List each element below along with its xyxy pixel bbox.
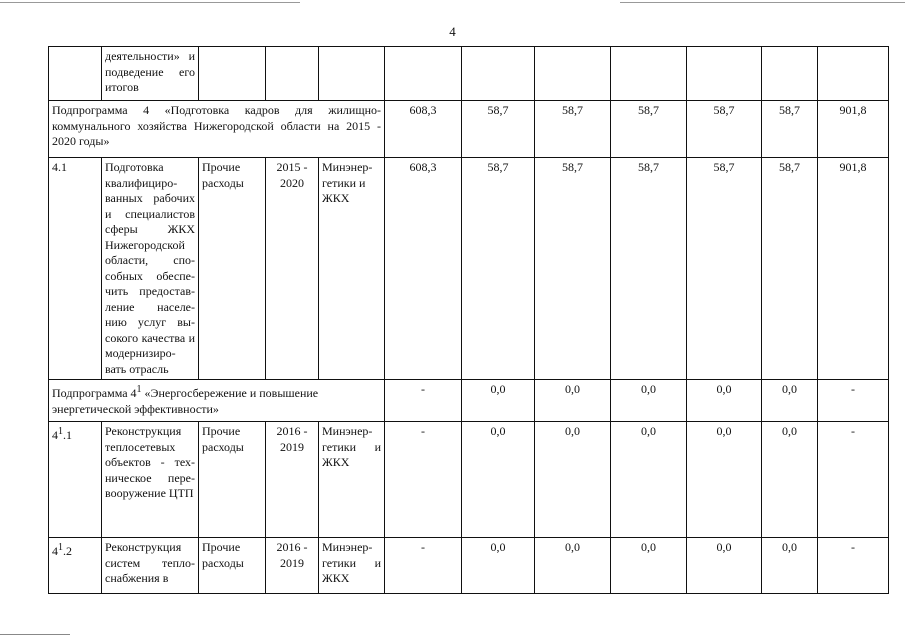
- cell-period: [266, 47, 319, 101]
- cell-value: [687, 47, 762, 101]
- cell-value: 901,8: [818, 158, 889, 380]
- code-base: 4: [52, 544, 58, 558]
- cell-value: 58,7: [535, 101, 611, 158]
- cell-value: 58,7: [611, 158, 687, 380]
- cell-executor: Минэнер-гетики и ЖКХ: [319, 538, 385, 594]
- cell-value: -: [818, 380, 889, 422]
- cell-executor: Минэнер-гетики и ЖКХ: [319, 422, 385, 538]
- cell-value: [462, 47, 535, 101]
- top-scan-rule-right: [620, 2, 905, 3]
- table-row-item: [49, 422, 889, 538]
- table-row-subprogram: [49, 101, 889, 158]
- cell-value: 58,7: [762, 101, 818, 158]
- cell-value: 0,0: [687, 422, 762, 538]
- cell-value: 608,3: [385, 101, 462, 158]
- cell-value: 0,0: [687, 380, 762, 422]
- cell-value: 58,7: [462, 158, 535, 380]
- table-row-continuation: [49, 47, 889, 101]
- cell-value: 0,0: [611, 538, 687, 594]
- cell-value: 0,0: [611, 380, 687, 422]
- code-superscript: 1: [58, 426, 63, 437]
- bottom-scan-rule-left: [0, 634, 70, 635]
- cell-value: [611, 47, 687, 101]
- cell-value: 608,3: [385, 158, 462, 380]
- cell-value: 58,7: [762, 158, 818, 380]
- subprogram-title-rest: «Энергосбережение и повышение энергетической эффективности»: [52, 386, 319, 416]
- cell-measure-name: Реконструкция систем тепло-снабжения в: [102, 538, 199, 594]
- cell-value: 58,7: [611, 101, 687, 158]
- subprogram-title: Подпрограмма 4 «Подготовка кадров для жилищно-коммунального хозяйства Нижегородской области на 2015 - 2020 годы»: [49, 101, 385, 158]
- cell-executor: [319, 47, 385, 101]
- cell-value: -: [818, 422, 889, 538]
- cell-value: 0,0: [535, 538, 611, 594]
- code-superscript: 1: [58, 542, 63, 553]
- cell-value: 0,0: [762, 380, 818, 422]
- cell-code: 4.1: [49, 158, 102, 380]
- cell-value: [385, 47, 462, 101]
- cell-value: -: [385, 422, 462, 538]
- cell-value: 0,0: [462, 380, 535, 422]
- cell-period: 2016 - 2019: [266, 422, 319, 538]
- cell-value: 0,0: [762, 538, 818, 594]
- cell-value: -: [818, 538, 889, 594]
- cell-value: [818, 47, 889, 101]
- cell-value: 58,7: [535, 158, 611, 380]
- cell-value: 0,0: [535, 380, 611, 422]
- cell-code: [49, 422, 102, 538]
- cell-period: 2015 - 2020: [266, 158, 319, 380]
- cell-expense-type: [199, 47, 266, 101]
- cell-value: [762, 47, 818, 101]
- budget-table: [48, 46, 889, 594]
- cell-measure-name: Подготовка квалифициро-ванных рабочих и специалистов сферы ЖКХ Нижегородской области, спо-собных обеспе-чить предостав-ление населе-нию услуг вы-сокого качества и модернизиро-вать отрасль: [102, 158, 199, 380]
- subprogram-title-main: Подпрограмма 4: [52, 386, 137, 400]
- cell-measure-name: Реконструкция теплосетевых объектов - тех-ническое пере-вооружение ЦТП: [102, 422, 199, 538]
- cell-value: [535, 47, 611, 101]
- cell-value: 0,0: [611, 422, 687, 538]
- cell-expense-type: Прочие расходы: [199, 422, 266, 538]
- cell-value: 0,0: [462, 538, 535, 594]
- cell-value: 0,0: [462, 422, 535, 538]
- cell-value: 58,7: [462, 101, 535, 158]
- cell-code: [49, 47, 102, 101]
- cell-value: -: [385, 380, 462, 422]
- table-row-item: [49, 538, 889, 594]
- cell-value: 0,0: [535, 422, 611, 538]
- cell-code: [49, 538, 102, 594]
- table-row-item: [49, 158, 889, 380]
- code-suffix: .2: [63, 544, 72, 558]
- subprogram-title-superscript: 1: [136, 384, 142, 395]
- page-number: 4: [449, 24, 456, 39]
- cell-value: 0,0: [762, 422, 818, 538]
- cell-value: 58,7: [687, 101, 762, 158]
- top-scan-rule-left: [0, 2, 300, 3]
- cell-value: 901,8: [818, 101, 889, 158]
- subprogram-title: [49, 380, 385, 422]
- cell-executor: Минэнер-гетики и ЖКХ: [319, 158, 385, 380]
- cell-measure-name: деятельности» и подведение его итогов: [102, 47, 199, 101]
- code-suffix: .1: [63, 428, 72, 442]
- cell-value: -: [385, 538, 462, 594]
- cell-expense-type: Прочие расходы: [199, 538, 266, 594]
- code-base: 4: [52, 428, 58, 442]
- cell-period: 2016 - 2019: [266, 538, 319, 594]
- cell-value: 0,0: [687, 538, 762, 594]
- table-row-subprogram: [49, 380, 889, 422]
- cell-expense-type: Прочие расходы: [199, 158, 266, 380]
- cell-value: 58,7: [687, 158, 762, 380]
